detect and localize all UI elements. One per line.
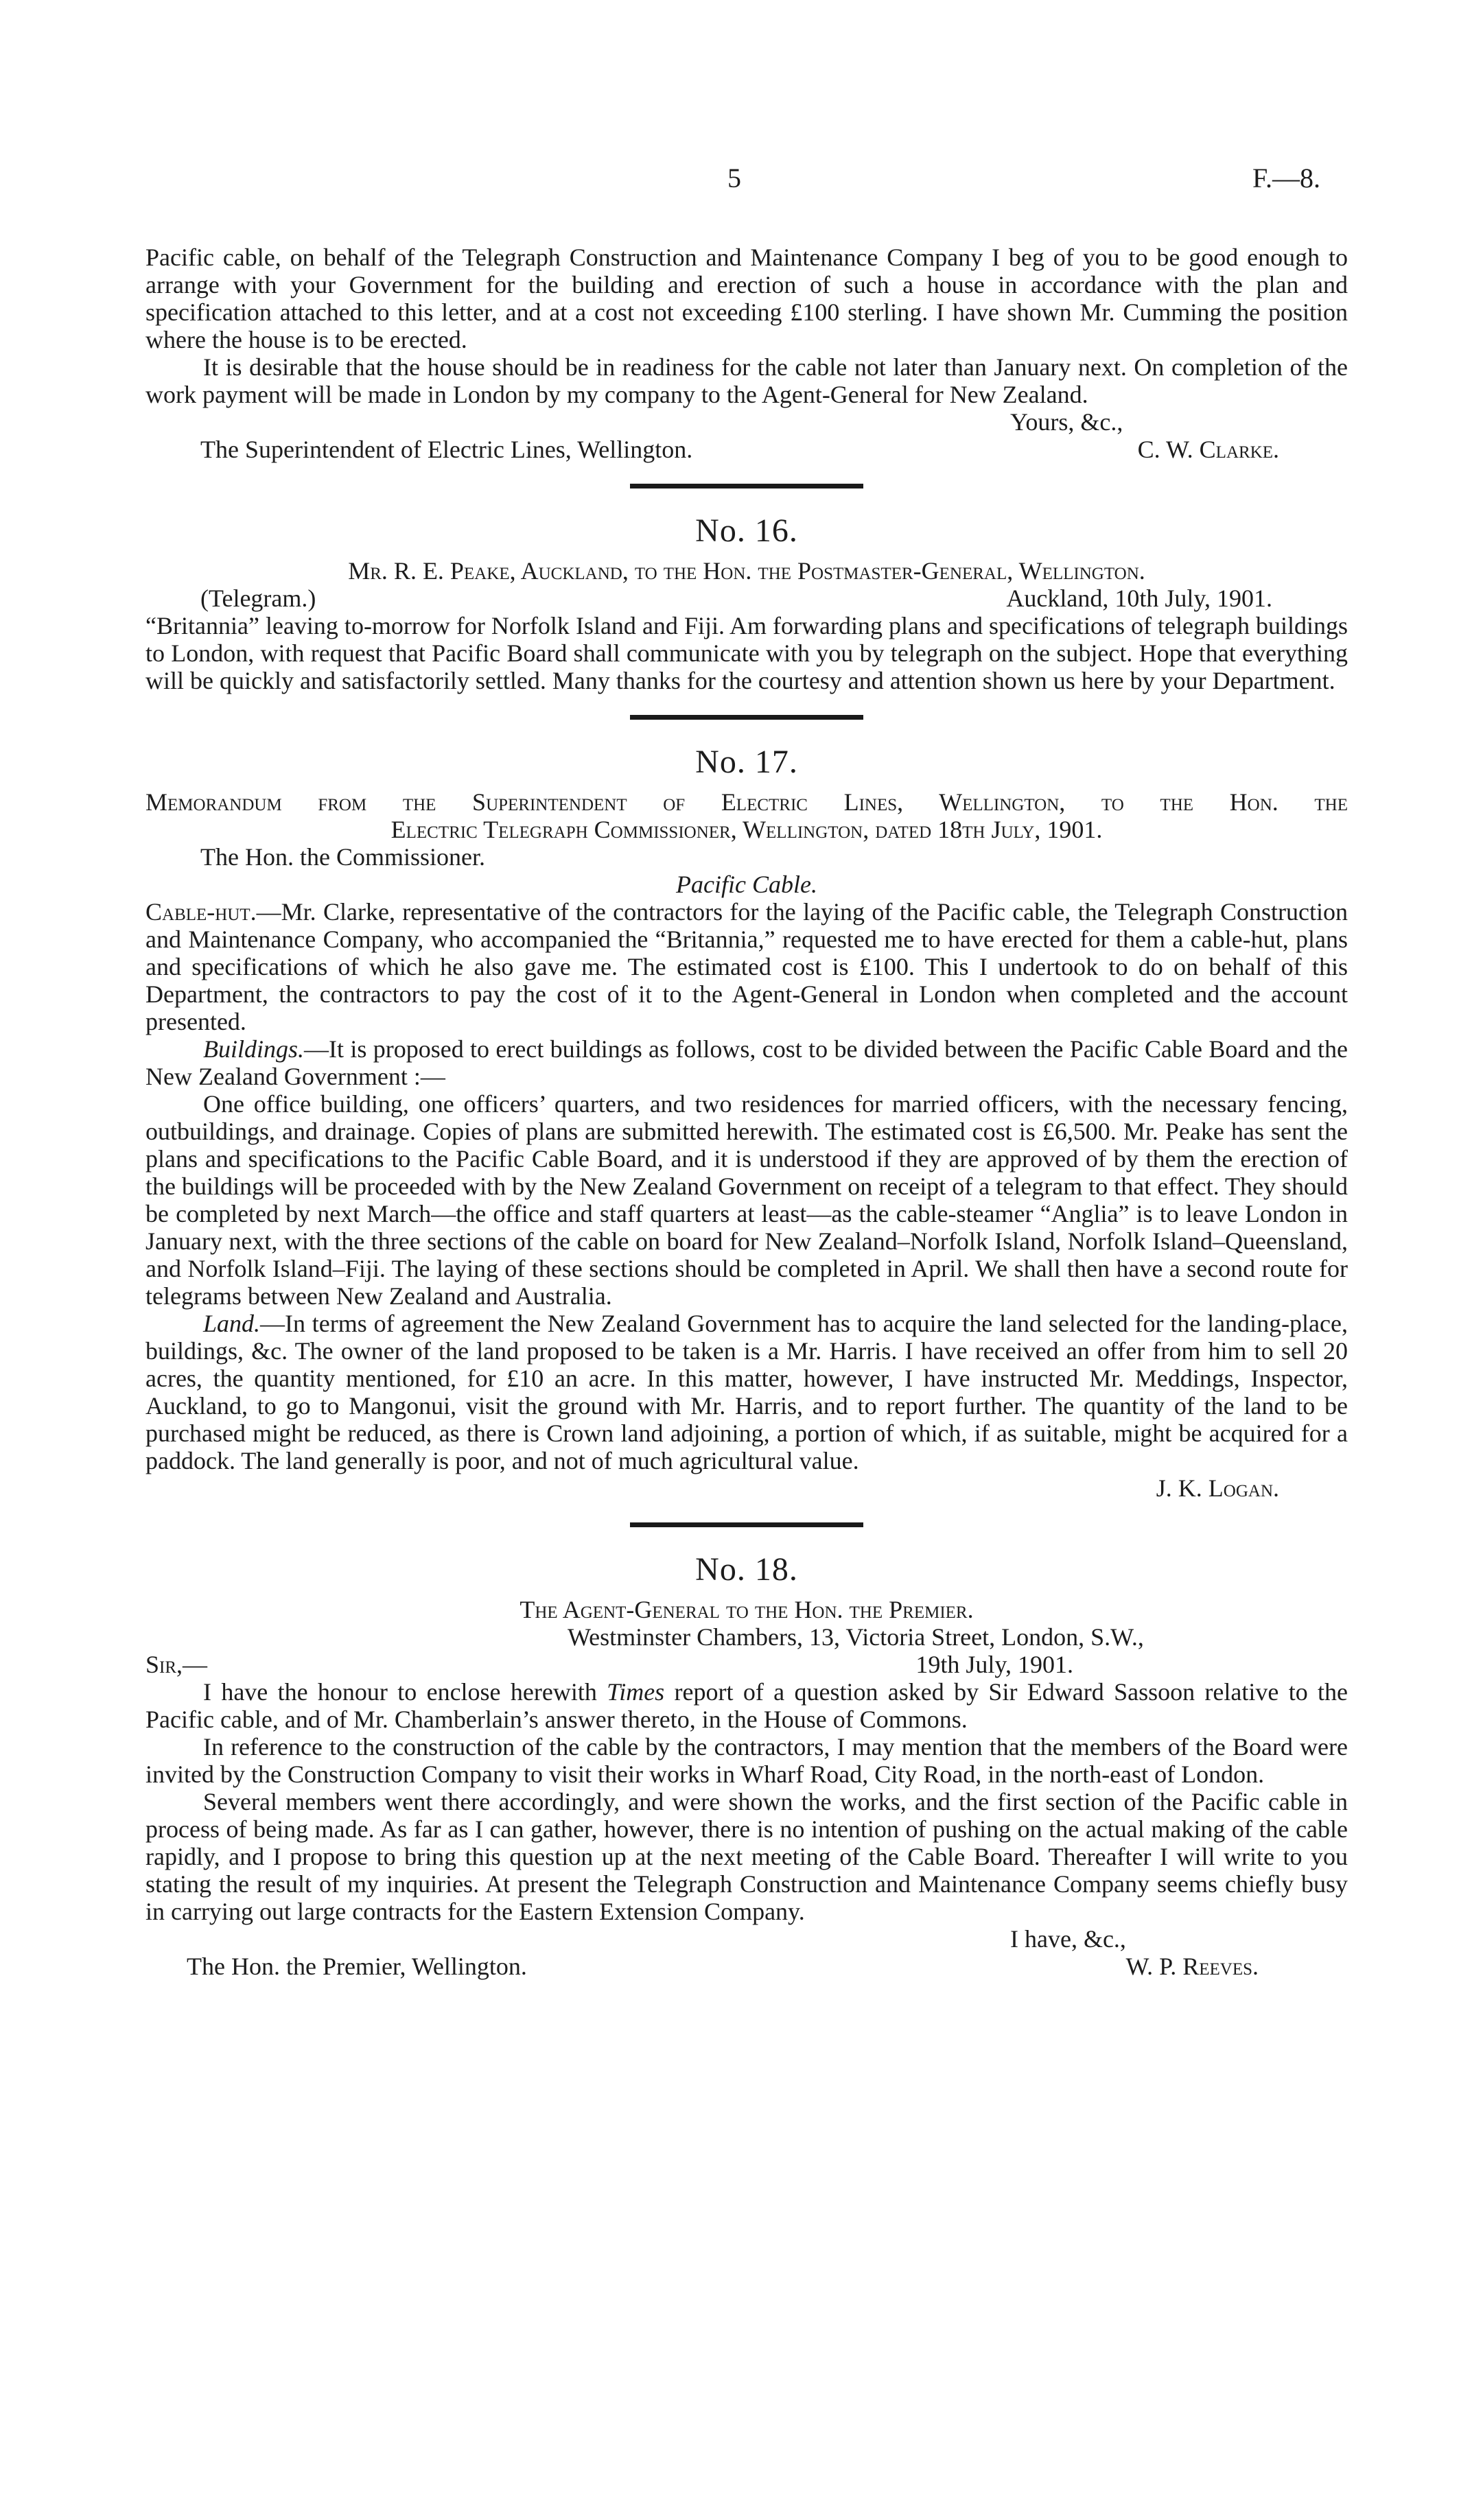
paragraph: One office building, one officers’ quarters, and two residences for married officers, with the necessary fencing, outbuildings, and drainage. Copies of plans are submitted herewith. The estimated cost is £6,500. Mr. Peake has sent the plans and specifications to the Pacific Cable Board, and it is understood if they are approved of by them the erection of the buildings will be proceeded with by the New Zealand Government on receipt of a telegram to that effect. They should be completed by next March—the office and staff quarters at least—as the cable-steamer “Anglia” is to leave London in January next, with the three sections of the cable on board for New Zealand–Norfolk Island, Norfolk Island–Queensland, and Norfolk Island–Fiji. The laying of these sections should be completed in April. We shall then have a second route for telegrams between New Zealand and Australia. — [145, 1090, 1348, 1310]
document-no-17 — [145, 743, 1348, 1502]
document-no-18 — [145, 1551, 1348, 1980]
paragraph — [145, 1678, 1348, 1733]
newspaper-title: Times — [607, 1678, 665, 1706]
telegram-line — [145, 585, 1348, 612]
section-divider — [630, 484, 863, 488]
salutation-row — [145, 1651, 1348, 1678]
document-heading-line2: Electric Telegraph Commissioner, Wellington, dated 18th July, 1901. — [390, 816, 1103, 843]
side-heading: Cable-hut. — [145, 898, 257, 926]
paragraph — [145, 1310, 1348, 1474]
paragraph: It is desirable that the house should be in readiness for the cable not later than January next. On completion of the work payment will be made in London by my company to the Agent-General for New Zealand. — [145, 353, 1348, 408]
series-code: F.—8. — [1252, 163, 1321, 193]
document-heading: Mr. R. E. Peake, Auckland, to the Hon. the Postmaster-General, Wellington. — [348, 557, 1145, 585]
continued-letter — [145, 244, 1348, 463]
paragraph: “Britannia” leaving to-morrow for Norfolk Island and Fiji. Am forwarding plans and specifications of telegraph buildings to London, with request that Pacific Board shall communicate with you by telegraph on the subject. Hope that everything will be quickly and satisfactorily settled. Many thanks for the courtesy and attention shown us here by your Department. — [145, 612, 1348, 694]
signature-row — [145, 436, 1348, 463]
subject: Pacific Cable. — [676, 871, 817, 898]
paragraph-text: I have the honour to enclose herewith — [203, 1678, 607, 1706]
side-heading: Buildings. — [203, 1035, 305, 1063]
signature-row — [145, 1953, 1348, 1980]
closing: I have, &c., — [1010, 1925, 1126, 1953]
document-number: No. 18. — [695, 1551, 798, 1588]
telegram-label: (Telegram.) — [200, 585, 316, 612]
paragraph: In reference to the construction of the cable by the contractors, I may mention that the members of the Board were invited by the Construction Company to visit their works in Wharf Road, City Road, in the north-east of London. — [145, 1733, 1348, 1788]
page-number: 5 — [727, 163, 741, 193]
addressee: The Hon. the Premier, Wellington. — [187, 1953, 527, 1980]
paragraph — [145, 898, 1348, 1035]
document-body — [145, 244, 1348, 1980]
paragraph-text: report of a question asked by Sir Edward Sassoon relative to the Pacific cable, and of Mr. Chamberlain’s answer thereto, in the House of Commons. — [145, 1678, 1348, 1733]
document-heading: Memorandum from the Superintendent of Electric Lines, Wellington, to the Hon. the — [145, 788, 1348, 816]
document-heading: The Agent-General to the Hon. the Premier. — [519, 1596, 974, 1623]
paragraph — [145, 1035, 1348, 1090]
document-number: No. 17. — [695, 744, 798, 780]
salutation: Sir,— — [145, 1651, 208, 1678]
paragraph-text: —It is proposed to erect buildings as follows, cost to be divided between the Pacific Cable Board and the New Zealand Government :— — [145, 1035, 1348, 1090]
sender-address: Westminster Chambers, 13, Victoria Street, London, S.W., — [568, 1623, 1144, 1651]
salutation: The Hon. the Commissioner. — [200, 843, 485, 871]
signature: W. P. Reeves. — [1125, 1953, 1259, 1980]
paragraph: Pacific cable, on behalf of the Telegraph Construction and Maintenance Company I beg of you to be good enough to arrange with your Government for the building and erection of such a house in accordance with the plan and specification attached to this letter, and at a cost not exceeding £100 sterling. I have shown Mr. Cumming the position where the house is to be erected. — [145, 244, 1348, 353]
closing: Yours, &c., — [1010, 408, 1123, 436]
section-divider — [630, 715, 863, 720]
document-number: No. 16. — [695, 513, 798, 549]
dateline: Auckland, 10th July, 1901. — [1006, 585, 1272, 612]
dateline: 19th July, 1901. — [915, 1651, 1073, 1678]
side-heading: Land. — [203, 1310, 261, 1337]
paragraph-text: —Mr. Clarke, representative of the contractors for the laying of the Pacific cable, the Telegraph Construction and Maintenance Company, who accompanied the “Britannia,” requested me to have erected for them a cable-hut, plans and specifications of which he also gave me. The estimated cost is £100. This I undertook to do on behalf of this Department, the contractors to pay the cost of it to the Agent-General in London when completed and the account presented. — [145, 898, 1348, 1035]
page-header — [0, 165, 1483, 206]
signature: J. K. Logan. — [1156, 1474, 1279, 1502]
addressee: The Superintendent of Electric Lines, Wellington. — [200, 436, 693, 463]
paragraph: Several members went there accordingly, and were shown the works, and the first section of the Pacific cable in process of being made. As far as I can gather, however, there is no intention of pushing on the actual making of the cable rapidly, and I propose to bring this question up at the next meeting of the Cable Board. Thereafter I will write to you stating the result of my inquiries. At present the Telegraph Construction and Maintenance Company seems chiefly busy in carrying out large contracts for the Eastern Extension Company. — [145, 1788, 1348, 1925]
section-divider — [630, 1522, 863, 1527]
paragraph-text: —In terms of agreement the New Zealand Government has to acquire the land selected for the landing-place, buildings, &c. The owner of the land proposed to be taken is a Mr. Harris. I have received an offer from him to sell 20 acres, the quantity mentioned, for £10 an acre. In this matter, however, I have instructed Mr. Meddings, Inspector, Auckland, to go to Mangonui, visit the ground with Mr. Harris, and to report further. The quantity of the land to be purchased might be reduced, as there is Crown land adjoining, a portion of which, if as suitable, might be acquired for a paddock. The land generally is poor, and not of much agricultural value. — [145, 1310, 1348, 1474]
document-no-16 — [145, 512, 1348, 694]
signature: C. W. Clarke. — [1137, 436, 1279, 463]
